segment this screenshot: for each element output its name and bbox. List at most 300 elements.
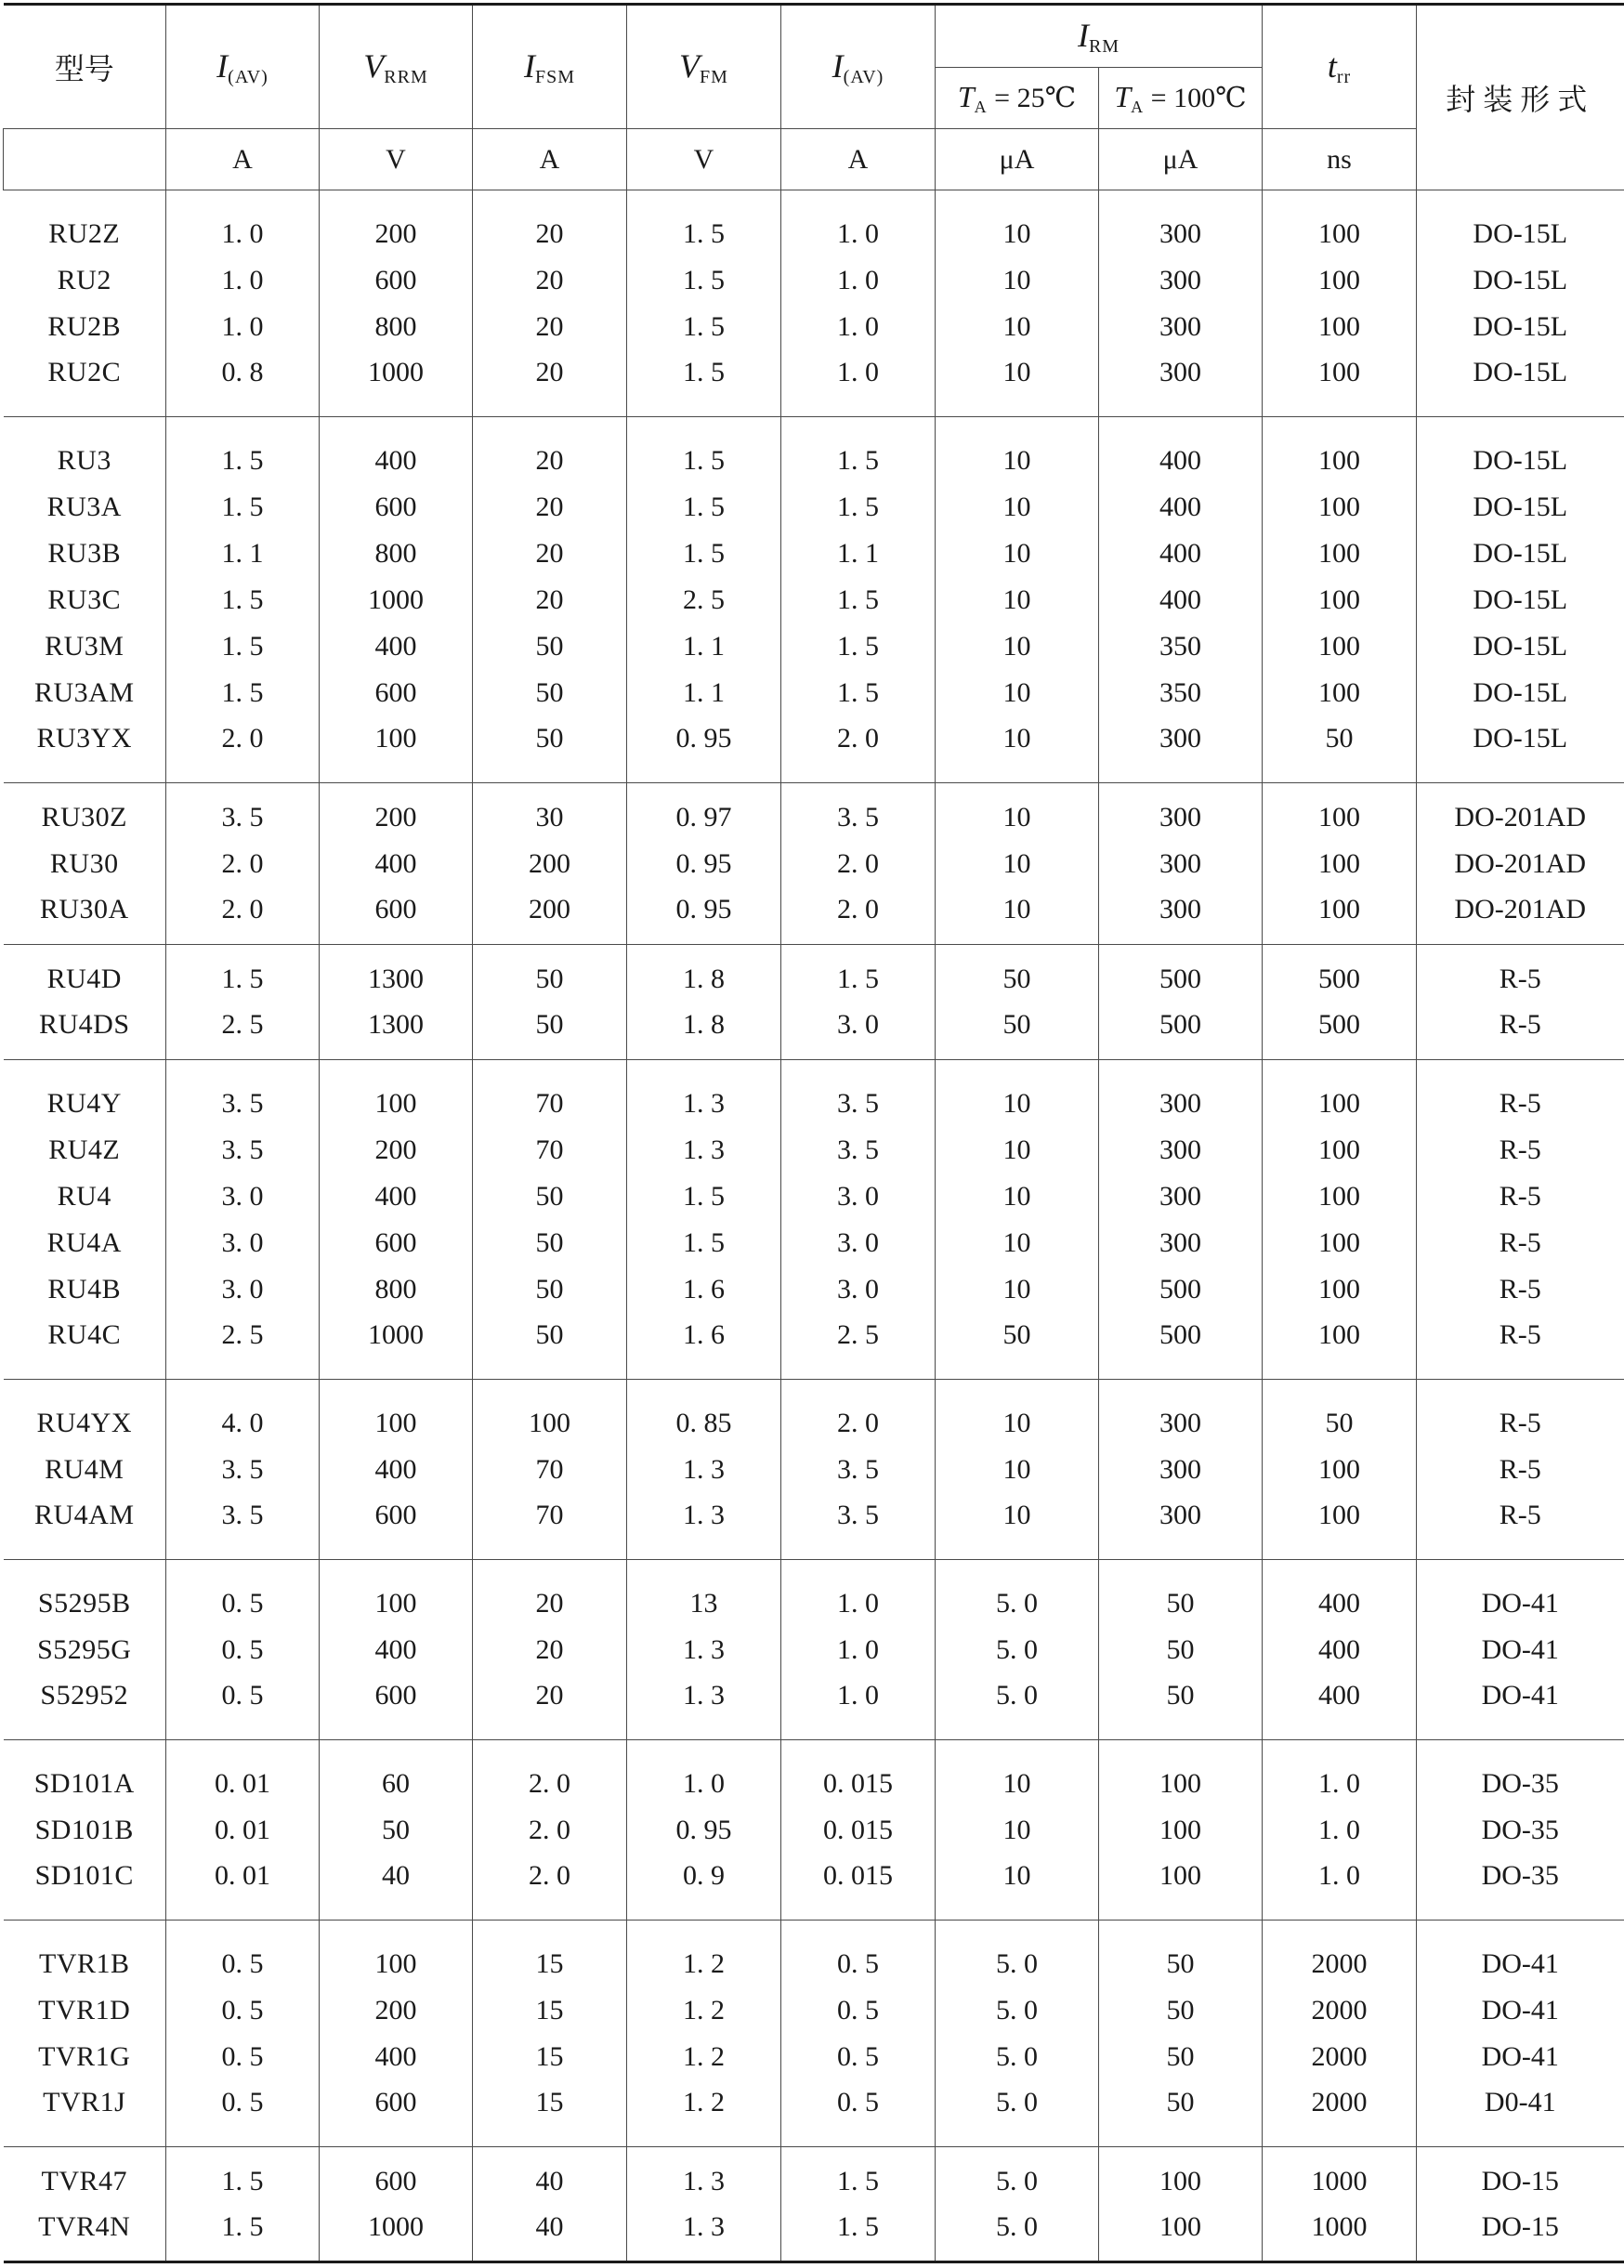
cell-i-av-2: 3. 5 — [781, 1447, 936, 1493]
cell-t-rr: 100 — [1263, 1313, 1417, 1380]
spec-table-sheet — [3, 3, 1624, 2263]
cell-t-rr: 100 — [1263, 304, 1417, 350]
cell-model: RU4M — [45, 1453, 124, 1485]
cell-package: R-5 — [1417, 1220, 1624, 1266]
cell-i-rm-25: 5. 0 — [936, 1560, 1099, 1627]
cell-i-rm-100: 300 — [1099, 783, 1263, 841]
cell-package: DO-15L — [1417, 350, 1624, 417]
table-row — [4, 783, 1624, 841]
cell-package: DO-15L — [1417, 716, 1624, 783]
cell-v-fm: 0. 9 — [627, 1854, 781, 1921]
table-row — [4, 841, 1624, 887]
cell-model: RU3 — [4, 417, 166, 484]
cell-t-rr: 2000 — [1263, 2080, 1417, 2147]
cell-i-av-2: 0. 015 — [781, 1807, 936, 1854]
cell-i-rm-100: 50 — [1099, 1627, 1263, 1673]
cell-i-rm-100: 500 — [1099, 1313, 1263, 1380]
cell-i-av: 0. 5 — [166, 1987, 320, 2034]
cell-v-fm: 1. 3 — [627, 2205, 781, 2262]
cell-v-rrm: 400 — [320, 841, 473, 887]
cell-i-av-2: 3. 0 — [781, 1220, 936, 1266]
cell-package: DO-41 — [1417, 1673, 1624, 1740]
cell-i-av-2: 1. 5 — [781, 623, 936, 670]
cell-package: DO-15L — [1417, 417, 1624, 484]
cell-v-rrm: 600 — [320, 484, 473, 531]
cell-package: D0-41 — [1417, 2080, 1624, 2147]
cell-v-fm: 1. 8 — [627, 945, 781, 1003]
cell-i-rm-25: 50 — [936, 1003, 1099, 1060]
unit-iav-2: A — [781, 129, 936, 190]
cell-i-av: 2. 5 — [166, 1313, 320, 1380]
cell-v-fm: 0. 95 — [627, 1807, 781, 1854]
table-row — [4, 1987, 1624, 2034]
cell-i-av-2: 3. 0 — [781, 1266, 936, 1313]
cell-i-rm-25: 10 — [936, 350, 1099, 417]
cell-i-av-2: 1. 5 — [781, 577, 936, 623]
cell-t-rr: 100 — [1263, 484, 1417, 531]
cell-i-av: 1. 0 — [166, 304, 320, 350]
cell-i-av: 0. 5 — [166, 1921, 320, 1987]
cell-v-rrm: 100 — [320, 1060, 473, 1127]
cell-i-av: 3. 5 — [166, 1493, 320, 1560]
cell-v-fm: 1. 5 — [627, 1220, 781, 1266]
cell-i-rm-100: 50 — [1099, 1560, 1263, 1627]
cell-i-av-2: 2. 0 — [781, 887, 936, 945]
cell-v-fm: 1. 0 — [627, 1740, 781, 1807]
cell-i-rm-25: 10 — [936, 1380, 1099, 1447]
cell-package: R-5 — [1417, 1447, 1624, 1493]
cell-package: R-5 — [1417, 1493, 1624, 1560]
cell-i-av: 0. 01 — [166, 1740, 320, 1807]
cell-t-rr: 1. 0 — [1263, 1854, 1417, 1921]
cell-v-fm: 1. 5 — [627, 484, 781, 531]
header-irm-ta25: $T_A$ = 25℃ — [936, 68, 1099, 129]
cell-model: RU3YX — [36, 723, 132, 754]
cell-i-fsm: 30 — [473, 783, 627, 841]
cell-i-av-2: 1. 5 — [781, 417, 936, 484]
cell-t-rr: 100 — [1263, 887, 1417, 945]
cell-i-fsm: 20 — [473, 417, 627, 484]
cell-i-rm-100: 400 — [1099, 577, 1263, 623]
cell-v-rrm: 1000 — [320, 1313, 473, 1380]
cell-v-fm: 1. 3 — [627, 1493, 781, 1560]
cell-i-av: 1. 0 — [166, 257, 320, 304]
cell-i-rm-25: 5. 0 — [936, 2080, 1099, 2147]
cell-package: DO-15L — [1417, 190, 1624, 257]
cell-i-rm-100: 100 — [1099, 2147, 1263, 2205]
cell-model: RU3M — [45, 630, 124, 662]
table-row — [4, 417, 1624, 484]
cell-i-av: 0. 01 — [166, 1807, 320, 1854]
header-ifsm: $I_{FSM}$ — [473, 5, 627, 129]
cell-i-av-2: 1. 5 — [781, 2147, 936, 2205]
table-row — [4, 1173, 1624, 1220]
cell-v-fm: 1. 5 — [627, 350, 781, 417]
cell-i-rm-25: 10 — [936, 1854, 1099, 1921]
table-row — [4, 1220, 1624, 1266]
cell-package: DO-15 — [1417, 2205, 1624, 2262]
cell-i-av: 1. 5 — [166, 577, 320, 623]
cell-i-rm-100: 100 — [1099, 1807, 1263, 1854]
cell-i-av-2: 0. 015 — [781, 1854, 936, 1921]
cell-model: RU4YX — [4, 1380, 166, 1447]
cell-model: RU4D — [4, 945, 166, 1003]
cell-i-rm-100: 350 — [1099, 670, 1263, 716]
cell-i-rm-100: 100 — [1099, 1740, 1263, 1807]
cell-package: DO-35 — [1417, 1854, 1624, 1921]
cell-i-av-2: 0. 5 — [781, 1921, 936, 1987]
cell-model: TVR1B — [4, 1921, 166, 1987]
cell-i-fsm: 50 — [473, 716, 627, 783]
cell-i-av: 3. 5 — [166, 1060, 320, 1127]
cell-v-fm: 1. 3 — [627, 1060, 781, 1127]
cell-model: RU30A — [39, 894, 129, 925]
table-row — [4, 1854, 1624, 1921]
cell-i-rm-100: 500 — [1099, 1266, 1263, 1313]
cell-i-rm-100: 300 — [1099, 257, 1263, 304]
cell-model: TVR4N — [4, 2205, 166, 2262]
cell-v-rrm: 400 — [320, 1447, 473, 1493]
cell-t-rr: 100 — [1263, 1266, 1417, 1313]
cell-i-av: 3. 0 — [166, 1266, 320, 1313]
cell-v-fm: 1. 2 — [627, 1987, 781, 2034]
cell-i-fsm: 20 — [473, 257, 627, 304]
cell-model: RU3C — [47, 583, 122, 615]
cell-v-rrm: 600 — [320, 2080, 473, 2147]
cell-v-rrm: 600 — [320, 2147, 473, 2205]
cell-i-rm-25: 50 — [936, 1313, 1099, 1380]
cell-i-rm-100: 300 — [1099, 716, 1263, 783]
cell-package: DO-15L — [1417, 623, 1624, 670]
cell-t-rr: 2000 — [1263, 2034, 1417, 2080]
cell-package: DO-15L — [1417, 670, 1624, 716]
cell-package: DO-15L — [1417, 304, 1624, 350]
cell-i-rm-25: 10 — [936, 577, 1099, 623]
table-row — [4, 1560, 1624, 1627]
cell-t-rr: 100 — [1263, 350, 1417, 417]
cell-package: R-5 — [1417, 1127, 1624, 1173]
header-model: 型号 — [4, 5, 166, 129]
cell-i-fsm: 50 — [473, 945, 627, 1003]
cell-i-av: 2. 0 — [166, 887, 320, 945]
cell-i-rm-25: 5. 0 — [936, 1921, 1099, 1987]
cell-v-rrm: 400 — [320, 417, 473, 484]
cell-v-rrm: 600 — [320, 887, 473, 945]
cell-i-rm-25: 50 — [936, 945, 1099, 1003]
cell-i-av-2: 1. 5 — [781, 670, 936, 716]
cell-i-fsm: 50 — [473, 670, 627, 716]
cell-package: DO-41 — [1417, 1987, 1624, 2034]
table-header — [4, 5, 1624, 190]
cell-i-fsm: 70 — [473, 1447, 627, 1493]
cell-package: R-5 — [1417, 1313, 1624, 1380]
cell-i-rm-25: 10 — [936, 484, 1099, 531]
cell-i-av-2: 1. 0 — [781, 1627, 936, 1673]
table-row — [4, 1380, 1624, 1447]
cell-i-av-2: 2. 0 — [781, 1380, 936, 1447]
cell-v-rrm: 800 — [320, 1266, 473, 1313]
cell-package: R-5 — [1417, 1003, 1624, 1060]
table-row — [4, 1627, 1624, 1673]
cell-package: DO-41 — [1417, 1921, 1624, 1987]
table-row — [4, 190, 1624, 257]
cell-i-av: 3. 5 — [166, 1127, 320, 1173]
cell-v-fm: 1. 2 — [627, 1921, 781, 1987]
cell-package: DO-41 — [1417, 1560, 1624, 1627]
cell-i-fsm: 200 — [473, 841, 627, 887]
cell-i-rm-100: 300 — [1099, 350, 1263, 417]
cell-v-rrm: 600 — [320, 257, 473, 304]
cell-i-rm-25: 10 — [936, 304, 1099, 350]
cell-i-av: 0. 5 — [166, 2034, 320, 2080]
cell-i-rm-25: 10 — [936, 417, 1099, 484]
cell-i-rm-25: 10 — [936, 1493, 1099, 1560]
cell-v-rrm: 600 — [320, 670, 473, 716]
cell-v-rrm: 400 — [320, 623, 473, 670]
cell-v-rrm: 200 — [320, 1127, 473, 1173]
cell-v-fm: 1. 6 — [627, 1313, 781, 1380]
table-row — [4, 577, 1624, 623]
cell-i-rm-25: 10 — [936, 1220, 1099, 1266]
cell-v-rrm: 400 — [320, 2034, 473, 2080]
cell-i-rm-100: 300 — [1099, 887, 1263, 945]
cell-i-av-2: 3. 5 — [781, 1493, 936, 1560]
cell-t-rr: 100 — [1263, 841, 1417, 887]
cell-t-rr: 100 — [1263, 257, 1417, 304]
table-row — [4, 2080, 1624, 2147]
table-row — [4, 945, 1624, 1003]
cell-i-fsm: 20 — [473, 190, 627, 257]
cell-v-rrm: 60 — [320, 1740, 473, 1807]
cell-model: RU4 — [57, 1180, 111, 1212]
cell-v-rrm: 100 — [320, 1380, 473, 1447]
cell-model: RU4Y — [4, 1060, 166, 1127]
cell-v-fm: 1. 1 — [627, 623, 781, 670]
cell-i-rm-100: 50 — [1099, 1987, 1263, 2034]
cell-i-rm-100: 300 — [1099, 1447, 1263, 1493]
cell-model: RU4AM — [33, 1500, 135, 1531]
cell-package: DO-201AD — [1417, 887, 1624, 945]
cell-v-rrm: 400 — [320, 1173, 473, 1220]
cell-i-rm-25: 10 — [936, 841, 1099, 887]
header-trr: $t_{rr}$ — [1263, 5, 1417, 129]
unit-model-blank — [4, 129, 166, 190]
header-iav: $I_{(AV)}$ — [166, 5, 320, 129]
cell-model: RU3A — [46, 491, 122, 522]
cell-v-rrm: 1000 — [320, 2205, 473, 2262]
cell-i-av-2: 1. 0 — [781, 1560, 936, 1627]
cell-i-fsm: 20 — [473, 350, 627, 417]
cell-i-rm-100: 50 — [1099, 1673, 1263, 1740]
cell-i-rm-25: 10 — [936, 1740, 1099, 1807]
cell-i-rm-100: 400 — [1099, 484, 1263, 531]
cell-i-rm-100: 400 — [1099, 417, 1263, 484]
cell-i-av-2: 3. 0 — [781, 1173, 936, 1220]
cell-i-rm-25: 10 — [936, 1266, 1099, 1313]
cell-i-fsm: 20 — [473, 1560, 627, 1627]
cell-v-fm: 1. 5 — [627, 257, 781, 304]
cell-i-fsm: 40 — [473, 2205, 627, 2262]
cell-i-rm-25: 10 — [936, 1173, 1099, 1220]
cell-i-av-2: 0. 5 — [781, 2080, 936, 2147]
cell-v-rrm: 40 — [320, 1854, 473, 1921]
cell-i-av: 3. 0 — [166, 1173, 320, 1220]
cell-v-rrm: 1300 — [320, 945, 473, 1003]
cell-t-rr: 100 — [1263, 417, 1417, 484]
cell-v-rrm: 600 — [320, 1673, 473, 1740]
cell-i-rm-25: 5. 0 — [936, 1627, 1099, 1673]
cell-i-av-2: 3. 0 — [781, 1003, 936, 1060]
table-row — [4, 1127, 1624, 1173]
cell-i-fsm: 200 — [473, 887, 627, 945]
table-row — [4, 1266, 1624, 1313]
cell-i-av: 2. 0 — [166, 716, 320, 783]
cell-v-fm: 0. 95 — [627, 887, 781, 945]
cell-t-rr: 100 — [1263, 531, 1417, 577]
cell-i-fsm: 50 — [473, 1313, 627, 1380]
diode-spec-table — [3, 3, 1624, 2263]
cell-i-rm-25: 5. 0 — [936, 2205, 1099, 2262]
cell-model: RU4A — [46, 1226, 122, 1258]
cell-v-fm: 1. 1 — [627, 670, 781, 716]
cell-i-fsm: 2. 0 — [473, 1807, 627, 1854]
header-package: 封装形式 — [1417, 5, 1624, 190]
cell-v-rrm: 600 — [320, 1220, 473, 1266]
cell-model: S5295G — [37, 1633, 132, 1665]
cell-i-fsm: 20 — [473, 577, 627, 623]
cell-i-rm-100: 100 — [1099, 2205, 1263, 2262]
cell-i-fsm: 20 — [473, 531, 627, 577]
cell-v-rrm: 800 — [320, 531, 473, 577]
cell-v-rrm: 800 — [320, 304, 473, 350]
cell-v-fm: 1. 2 — [627, 2080, 781, 2147]
cell-i-rm-25: 5. 0 — [936, 2034, 1099, 2080]
cell-i-av: 2. 0 — [166, 841, 320, 887]
cell-t-rr: 100 — [1263, 783, 1417, 841]
cell-i-av-2: 1. 0 — [781, 190, 936, 257]
cell-i-rm-100: 50 — [1099, 2034, 1263, 2080]
table-row — [4, 304, 1624, 350]
cell-i-rm-100: 300 — [1099, 1127, 1263, 1173]
cell-v-rrm: 400 — [320, 1627, 473, 1673]
cell-model: S5295B — [4, 1560, 166, 1627]
cell-model: SD101C — [34, 1860, 134, 1892]
unit-ifsm: A — [473, 129, 627, 190]
table-row — [4, 484, 1624, 531]
table-row — [4, 2034, 1624, 2080]
cell-v-fm: 1. 5 — [627, 417, 781, 484]
cell-model: RU30Z — [4, 783, 166, 841]
header-vrrm: $V_{RRM}$ — [320, 5, 473, 129]
cell-v-fm: 1. 2 — [627, 2034, 781, 2080]
cell-i-av: 4. 0 — [166, 1380, 320, 1447]
cell-i-rm-100: 300 — [1099, 1220, 1263, 1266]
cell-package: DO-15L — [1417, 484, 1624, 531]
cell-i-av: 1. 5 — [166, 945, 320, 1003]
cell-v-fm: 1. 8 — [627, 1003, 781, 1060]
cell-t-rr: 1000 — [1263, 2147, 1417, 2205]
cell-t-rr: 500 — [1263, 1003, 1417, 1060]
cell-i-av-2: 3. 5 — [781, 1060, 936, 1127]
cell-i-av: 1. 5 — [166, 670, 320, 716]
cell-i-rm-25: 5. 0 — [936, 2147, 1099, 2205]
table-row — [4, 531, 1624, 577]
cell-i-rm-25: 10 — [936, 887, 1099, 945]
cell-i-rm-100: 300 — [1099, 841, 1263, 887]
table-row — [4, 1921, 1624, 1987]
cell-i-fsm: 70 — [473, 1060, 627, 1127]
cell-v-rrm: 100 — [320, 1921, 473, 1987]
cell-v-rrm: 1300 — [320, 1003, 473, 1060]
cell-i-rm-25: 10 — [936, 623, 1099, 670]
header-vfm: $V_{FM}$ — [627, 5, 781, 129]
cell-t-rr: 500 — [1263, 945, 1417, 1003]
cell-v-fm: 13 — [627, 1560, 781, 1627]
table-row — [4, 350, 1624, 417]
cell-model: RU2C — [47, 357, 122, 388]
cell-t-rr: 100 — [1263, 623, 1417, 670]
cell-model: RU4Z — [48, 1134, 121, 1165]
cell-i-fsm: 15 — [473, 2034, 627, 2080]
cell-i-fsm: 2. 0 — [473, 1854, 627, 1921]
cell-i-av-2: 1. 5 — [781, 2205, 936, 2262]
cell-t-rr: 400 — [1263, 1560, 1417, 1627]
unit-irm-100: μA — [1099, 129, 1263, 190]
cell-i-av-2: 1. 1 — [781, 531, 936, 577]
cell-package: DO-201AD — [1417, 783, 1624, 841]
cell-v-fm: 0. 95 — [627, 716, 781, 783]
cell-v-rrm: 200 — [320, 1987, 473, 2034]
cell-i-rm-100: 500 — [1099, 1003, 1263, 1060]
table-row — [4, 1060, 1624, 1127]
cell-i-rm-100: 50 — [1099, 2080, 1263, 2147]
cell-i-av-2: 3. 5 — [781, 1127, 936, 1173]
cell-i-fsm: 50 — [473, 1220, 627, 1266]
unit-vfm: V — [627, 129, 781, 190]
unit-iav: A — [166, 129, 320, 190]
cell-model: RU4C — [47, 1319, 122, 1351]
cell-model: RU2Z — [4, 190, 166, 257]
cell-i-av-2: 2. 0 — [781, 716, 936, 783]
cell-i-rm-100: 300 — [1099, 1493, 1263, 1560]
cell-t-rr: 400 — [1263, 1673, 1417, 1740]
cell-package: DO-35 — [1417, 1740, 1624, 1807]
cell-t-rr: 100 — [1263, 1220, 1417, 1266]
cell-i-av: 1. 5 — [166, 2205, 320, 2262]
cell-t-rr: 1000 — [1263, 2205, 1417, 2262]
cell-i-av-2: 2. 0 — [781, 841, 936, 887]
cell-i-rm-25: 10 — [936, 1060, 1099, 1127]
cell-t-rr: 100 — [1263, 1493, 1417, 1560]
table-row — [4, 716, 1624, 783]
cell-i-av-2: 2. 5 — [781, 1313, 936, 1380]
cell-package: R-5 — [1417, 1266, 1624, 1313]
cell-i-rm-25: 10 — [936, 1807, 1099, 1854]
table-row — [4, 1740, 1624, 1807]
table-row — [4, 670, 1624, 716]
table-row — [4, 2147, 1624, 2205]
cell-i-av: 3. 5 — [166, 783, 320, 841]
cell-package: DO-41 — [1417, 2034, 1624, 2080]
cell-v-fm: 1. 3 — [627, 1673, 781, 1740]
unit-vrrm: V — [320, 129, 473, 190]
cell-model: TVR47 — [4, 2147, 166, 2205]
cell-t-rr: 2000 — [1263, 1987, 1417, 2034]
table-row — [4, 257, 1624, 304]
cell-i-rm-100: 300 — [1099, 1060, 1263, 1127]
cell-i-av: 0. 5 — [166, 1627, 320, 1673]
cell-i-rm-25: 10 — [936, 1447, 1099, 1493]
